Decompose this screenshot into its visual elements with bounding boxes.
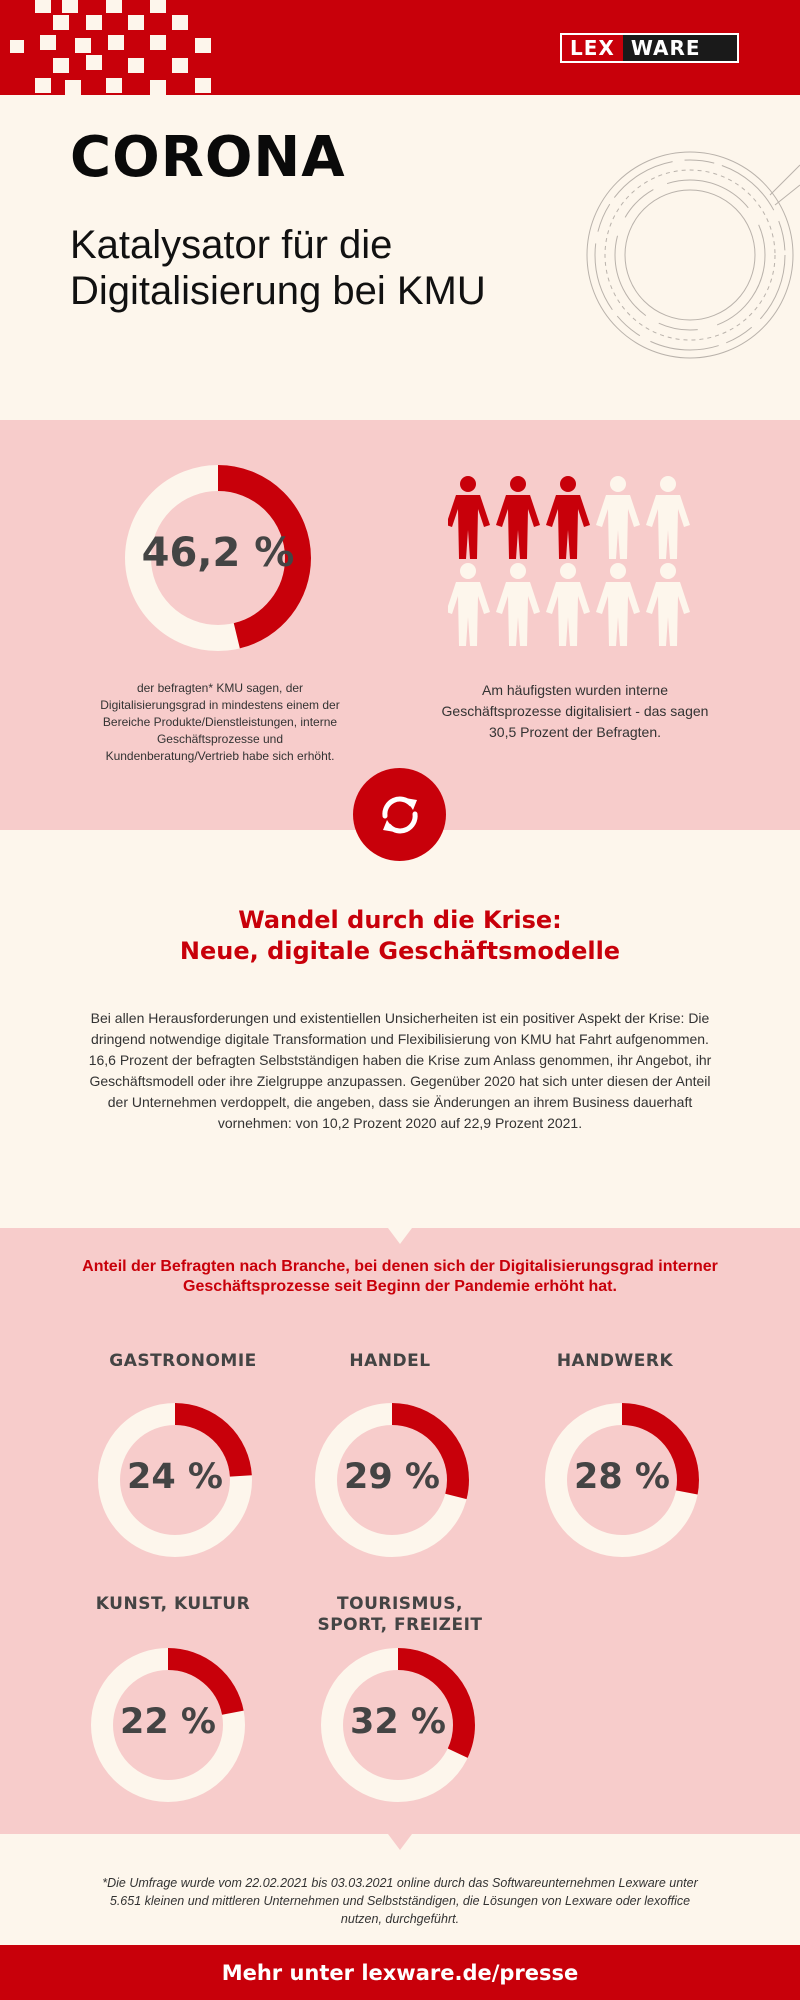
person-icon xyxy=(546,563,590,646)
section-body: Bei allen Herausforderungen und existentiellen Unsicherheiten ist ein positiver Aspekt der Krise: Die dringend notwendige digitale Transformation und Flexibilisierung von KMU hat Fahrt aufgenommen. 16,6 Prozent der befragten Selbstständigen haben die Krise zum Anlass genommen, ihr Angebot, ihr Geschäftsmodell oder ihre Zielgruppe anzupassen. Gegenüber 2020 hat sich unter diesen der Anteil der Unternehmen verdoppelt, die angeben, dass sie Änderungen an ihrem Business dauerhaft vornehmen: von 10,2 Prozent 2020 auf 22,9 Prozent 2021. xyxy=(88,1010,712,1131)
branches-title: Anteil der Befragten nach Branche, bei denen sich der Digitalisierungsgrad interner Geschäftsprozesse seit Beginn der Pandemie erhöht hat. xyxy=(82,1258,718,1295)
right-caption: Am häufigsten wurden interne Geschäftsprozesse digitalisiert - das sagen 30,5 Prozent der Befragten. xyxy=(441,682,709,740)
person-icon-highlighted xyxy=(496,476,540,559)
pixel-pattern-icon xyxy=(0,0,230,95)
lexware-logo xyxy=(560,33,739,63)
section-title xyxy=(100,905,700,967)
donut-value-gastronomie: 24 % xyxy=(127,1457,223,1497)
category-label-tourismus xyxy=(305,1594,495,1636)
donut-value-label: 46,2 % xyxy=(141,530,295,576)
person-icon xyxy=(646,476,690,559)
people-pictogram xyxy=(448,475,708,655)
survey-footnote: *Die Umfrage wurde vom 22.02.2021 bis 03.03.2021 online durch das Softwareunternehmen Lexware unter 5.651 kleinen und mittleren Unternehmen und Selbstständigen, die Lösungen von Lexware oder lexoffice nutzen, durchgeführt. xyxy=(102,1876,698,1926)
notch-divider-bottom xyxy=(388,1834,412,1850)
page-title: CORONA xyxy=(70,125,346,190)
decorative-circle-icon xyxy=(560,125,800,385)
category-label-tourismus-line1: TOURISMUS, xyxy=(337,1594,463,1614)
notch-divider-top xyxy=(388,1228,412,1244)
category-label-gastronomie: GASTRONOMIE xyxy=(109,1351,257,1371)
person-icon xyxy=(596,563,640,646)
logo-ware: WARE xyxy=(630,36,701,60)
person-icon-highlighted xyxy=(448,476,490,559)
left-caption: der befragten* KMU sagen, der Digitalisierungsgrad in mindestens einem der Bereiche Produkte/Dienstleistungen, interne Geschäftsprozesse und Kundenberatung/Vertrieb habe sich erhöht. xyxy=(100,681,340,763)
category-label-handel: HANDEL xyxy=(349,1351,431,1371)
refresh-badge xyxy=(353,768,446,861)
header-band xyxy=(0,0,800,95)
section-title-line1: Wandel durch die Krise: xyxy=(238,906,562,934)
donut-value-handwerk: 28 % xyxy=(574,1457,670,1497)
footer-band xyxy=(0,1945,800,2000)
footer-link[interactable]: Mehr unter lexware.de/presse xyxy=(221,1960,579,1985)
section-title-line2: Neue, digitale Geschäftsmodelle xyxy=(179,937,621,965)
logo-lex: LEX xyxy=(562,35,623,61)
person-icon xyxy=(596,476,640,559)
donut-value-kunst-kultur: 22 % xyxy=(120,1702,216,1742)
person-icon xyxy=(646,563,690,646)
category-label-tourismus-line2: SPORT, FREIZEIT xyxy=(317,1615,483,1635)
donut-value-handel: 29 % xyxy=(344,1457,440,1497)
person-icon xyxy=(448,563,490,646)
category-label-kunst-kultur: KUNST, KULTUR xyxy=(95,1594,251,1614)
refresh-icon xyxy=(375,790,425,840)
page-subtitle: Katalysator für die Digitalisierung bei KMU xyxy=(70,223,486,313)
person-icon-highlighted xyxy=(546,476,590,559)
donut-value-tourismus: 32 % xyxy=(350,1702,446,1742)
person-icon xyxy=(496,563,540,646)
category-label-handwerk: HANDWERK xyxy=(556,1351,674,1371)
